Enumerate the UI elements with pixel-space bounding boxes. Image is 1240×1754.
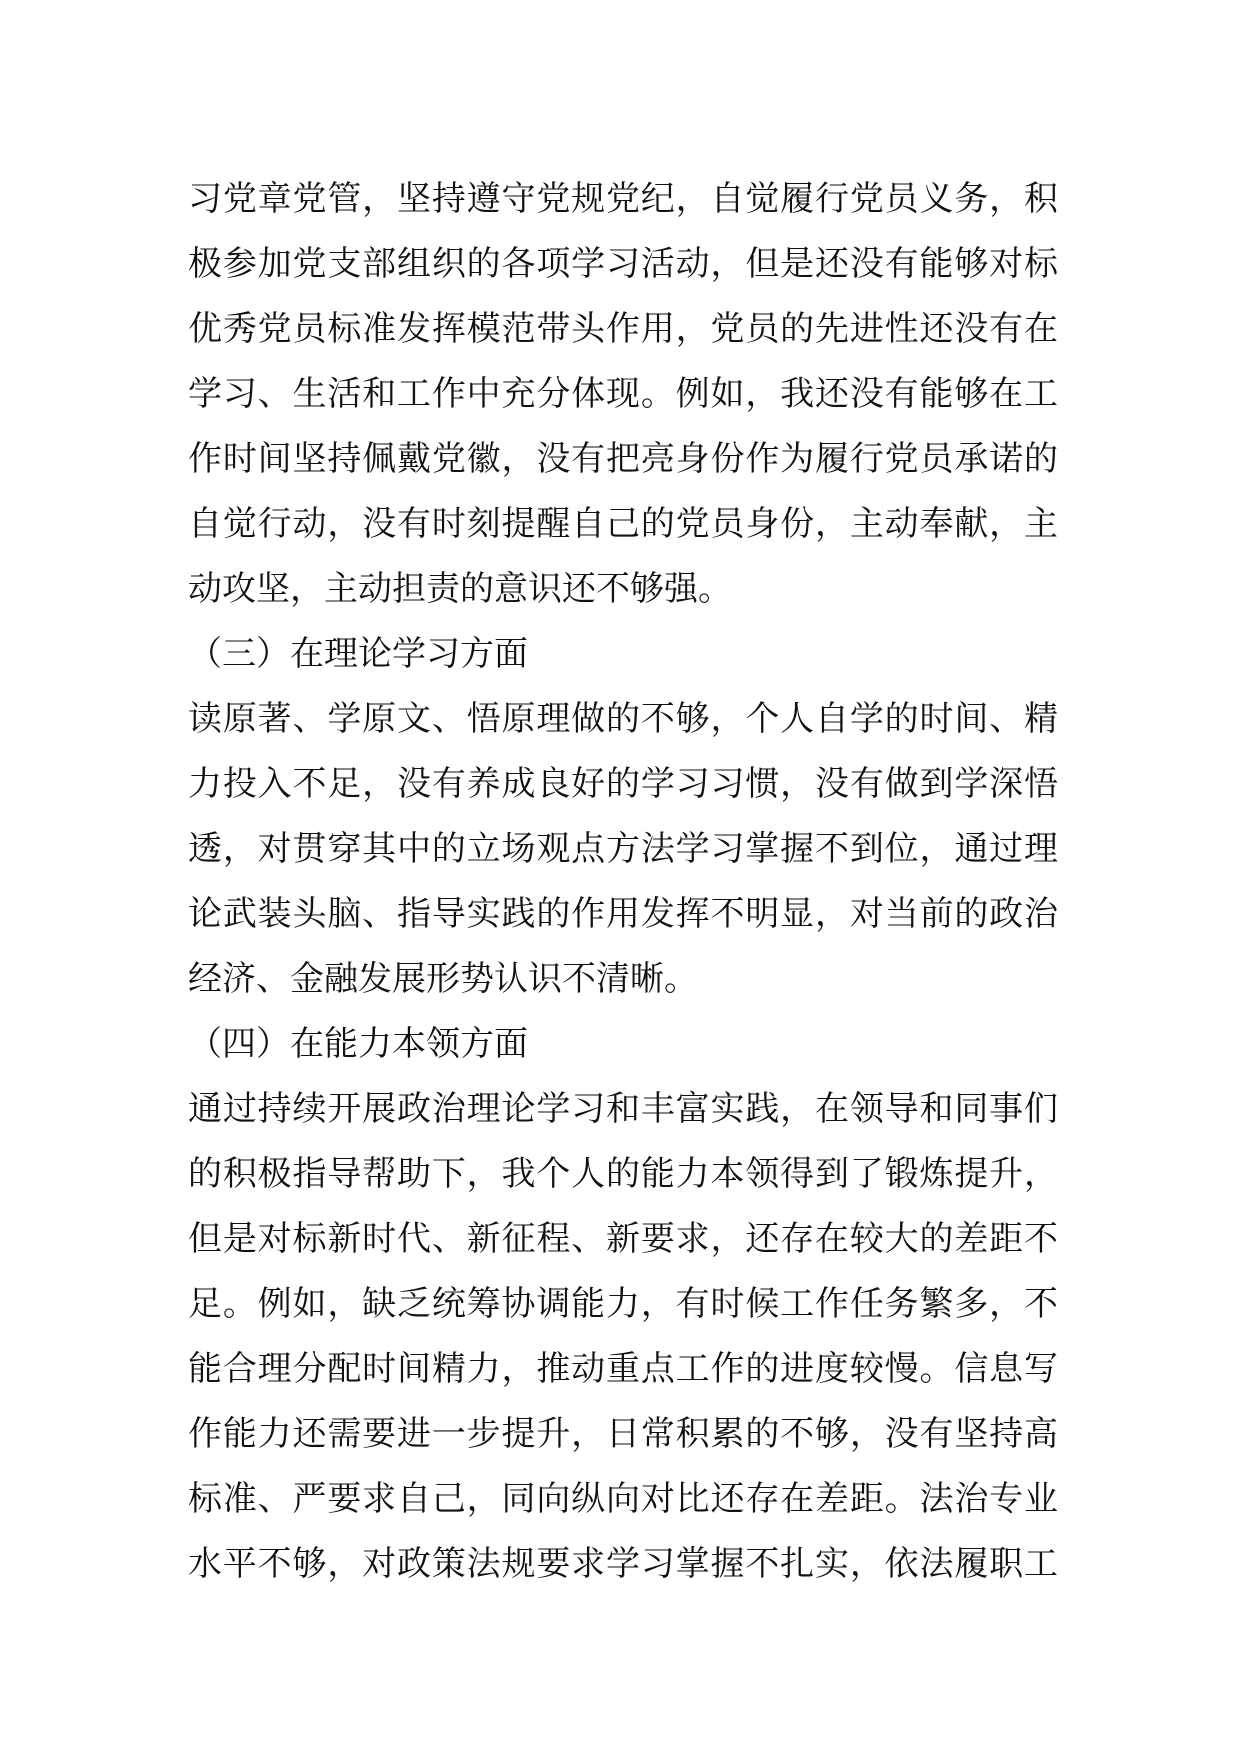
text-line-10: 力投入不足，没有养成良好的学习习惯，没有做到学深悟 (188, 764, 1058, 804)
text-line-3: 优秀党员标准发挥模范带头作用，党员的先进性还没有在 (188, 309, 1058, 349)
text-line-19: 能合理分配时间精力，推动重点工作的进度较慢。信息写 (188, 1349, 1058, 1389)
body-text (188, 167, 1058, 1597)
text-line-5: 作时间坚持佩戴党徽，没有把亮身份作为履行党员承诺的 (188, 439, 1058, 479)
text-line-1: 习党章党管，坚持遵守党规党纪，自觉履行党员义务，积 (188, 179, 1058, 219)
text-line-2: 极参加党支部组织的各项学习活动，但是还没有能够对标 (188, 244, 1058, 284)
text-line-15: 通过持续开展政治理论学习和丰富实践，在领导和同事们 (188, 1089, 1058, 1129)
text-line-18: 足。例如，缺乏统筹协调能力，有时候工作任务繁多，不 (188, 1284, 1058, 1324)
text-line-16: 的积极指导帮助下，我个人的能力本领得到了锻炼提升， (188, 1154, 1058, 1194)
text-line-11: 透，对贯穿其中的立场观点方法学习掌握不到位，通过理 (188, 829, 1058, 869)
section-heading-3: （三）在理论学习方面 (188, 634, 528, 674)
text-line-7: 动攻坚，主动担责的意识还不够强。 (188, 569, 732, 609)
text-line-21: 标准、严要求自己，同向纵向对比还存在差距。法治专业 (188, 1479, 1058, 1519)
text-line-4: 学习、生活和工作中充分体现。例如，我还没有能够在工 (188, 374, 1058, 414)
text-line-22: 水平不够，对政策法规要求学习掌握不扎实，依法履职工 (188, 1544, 1058, 1584)
section-heading-4: （四）在能力本领方面 (188, 1024, 528, 1064)
text-line-13: 经济、金融发展形势认识不清晰。 (188, 959, 698, 999)
text-line-12: 论武装头脑、指导实践的作用发挥不明显，对当前的政治 (188, 894, 1058, 934)
text-line-9: 读原著、学原文、悟原理做的不够，个人自学的时间、精 (188, 699, 1058, 739)
text-line-20: 作能力还需要进一步提升，日常积累的不够，没有坚持高 (188, 1414, 1058, 1454)
text-line-17: 但是对标新时代、新征程、新要求，还存在较大的差距不 (188, 1219, 1058, 1259)
text-line-6: 自觉行动，没有时刻提醒自己的党员身份，主动奉献，主 (188, 504, 1058, 544)
